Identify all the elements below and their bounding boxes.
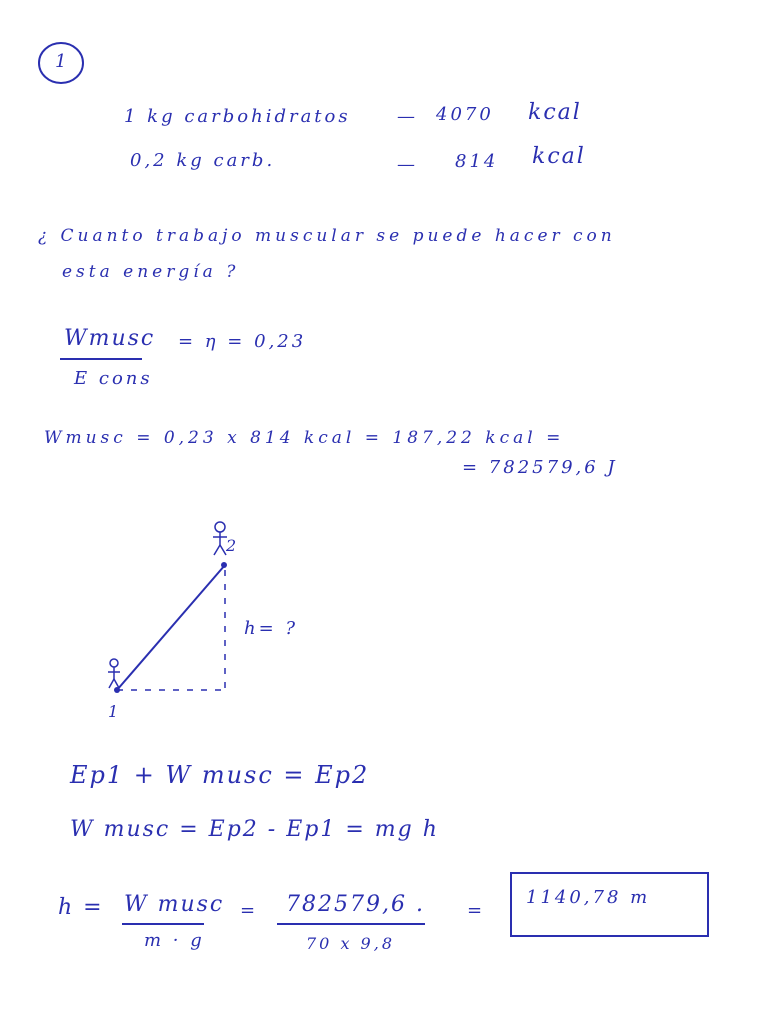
- final-frac2-numerator: 782579,6 .: [286, 892, 425, 917]
- conversion-row1-dash: —: [397, 106, 418, 127]
- question-line2: esta energía ?: [62, 262, 240, 282]
- final-frac2-bar: [277, 923, 425, 925]
- final-result: 1140,78 m: [526, 887, 651, 908]
- conversion-row1-value: 4070: [436, 104, 494, 125]
- stick-figure-top-icon: [213, 522, 227, 555]
- conversion-row2-value: 814: [455, 151, 499, 172]
- final-eq2: =: [467, 900, 486, 921]
- final-eq1: =: [240, 900, 259, 921]
- efficiency-rest: = η = 0,23: [178, 331, 307, 352]
- final-frac1-denominator: m · g: [144, 930, 205, 951]
- final-frac1-numerator: W musc: [124, 892, 225, 917]
- conversion-row2-dash: —: [397, 154, 418, 175]
- energy-balance-line1: Ep1 + W musc = Ep2: [70, 761, 370, 789]
- problem-number: 1: [55, 51, 70, 72]
- efficiency-denominator: E cons: [74, 368, 153, 389]
- stick-figure-bottom-icon: [108, 659, 120, 688]
- question-line1: ¿ Cuanto trabajo muscular se puede hacer con: [38, 226, 616, 246]
- work-calc-line1: Wmusc = 0,23 x 814 kcal = 187,22 kcal =: [44, 428, 565, 448]
- diagram-point-top: [221, 562, 227, 568]
- final-h-label: h =: [58, 895, 104, 920]
- diagram-label-bottom: 1: [108, 702, 122, 721]
- diagram-height-label: h= ?: [244, 618, 299, 639]
- work-calc-line2: = 782579,6 J: [462, 457, 618, 478]
- final-frac2-denominator: 70 x 9,8: [306, 934, 395, 953]
- conversion-row2-left: 0,2 kg carb.: [130, 150, 276, 171]
- final-frac1-bar: [122, 923, 204, 925]
- conversion-row1-left: 1 kg carbohidratos: [124, 106, 351, 127]
- conversion-row2-unit: kcal: [532, 144, 586, 169]
- efficiency-fraction-bar: [60, 358, 142, 360]
- conversion-row1-unit: kcal: [528, 100, 582, 125]
- diagram-slope-line: [117, 565, 225, 690]
- efficiency-numerator: Wmusc: [64, 326, 156, 351]
- energy-balance-line2: W musc = Ep2 - Ep1 = mg h: [70, 817, 439, 842]
- diagram-label-top: 2: [226, 536, 240, 555]
